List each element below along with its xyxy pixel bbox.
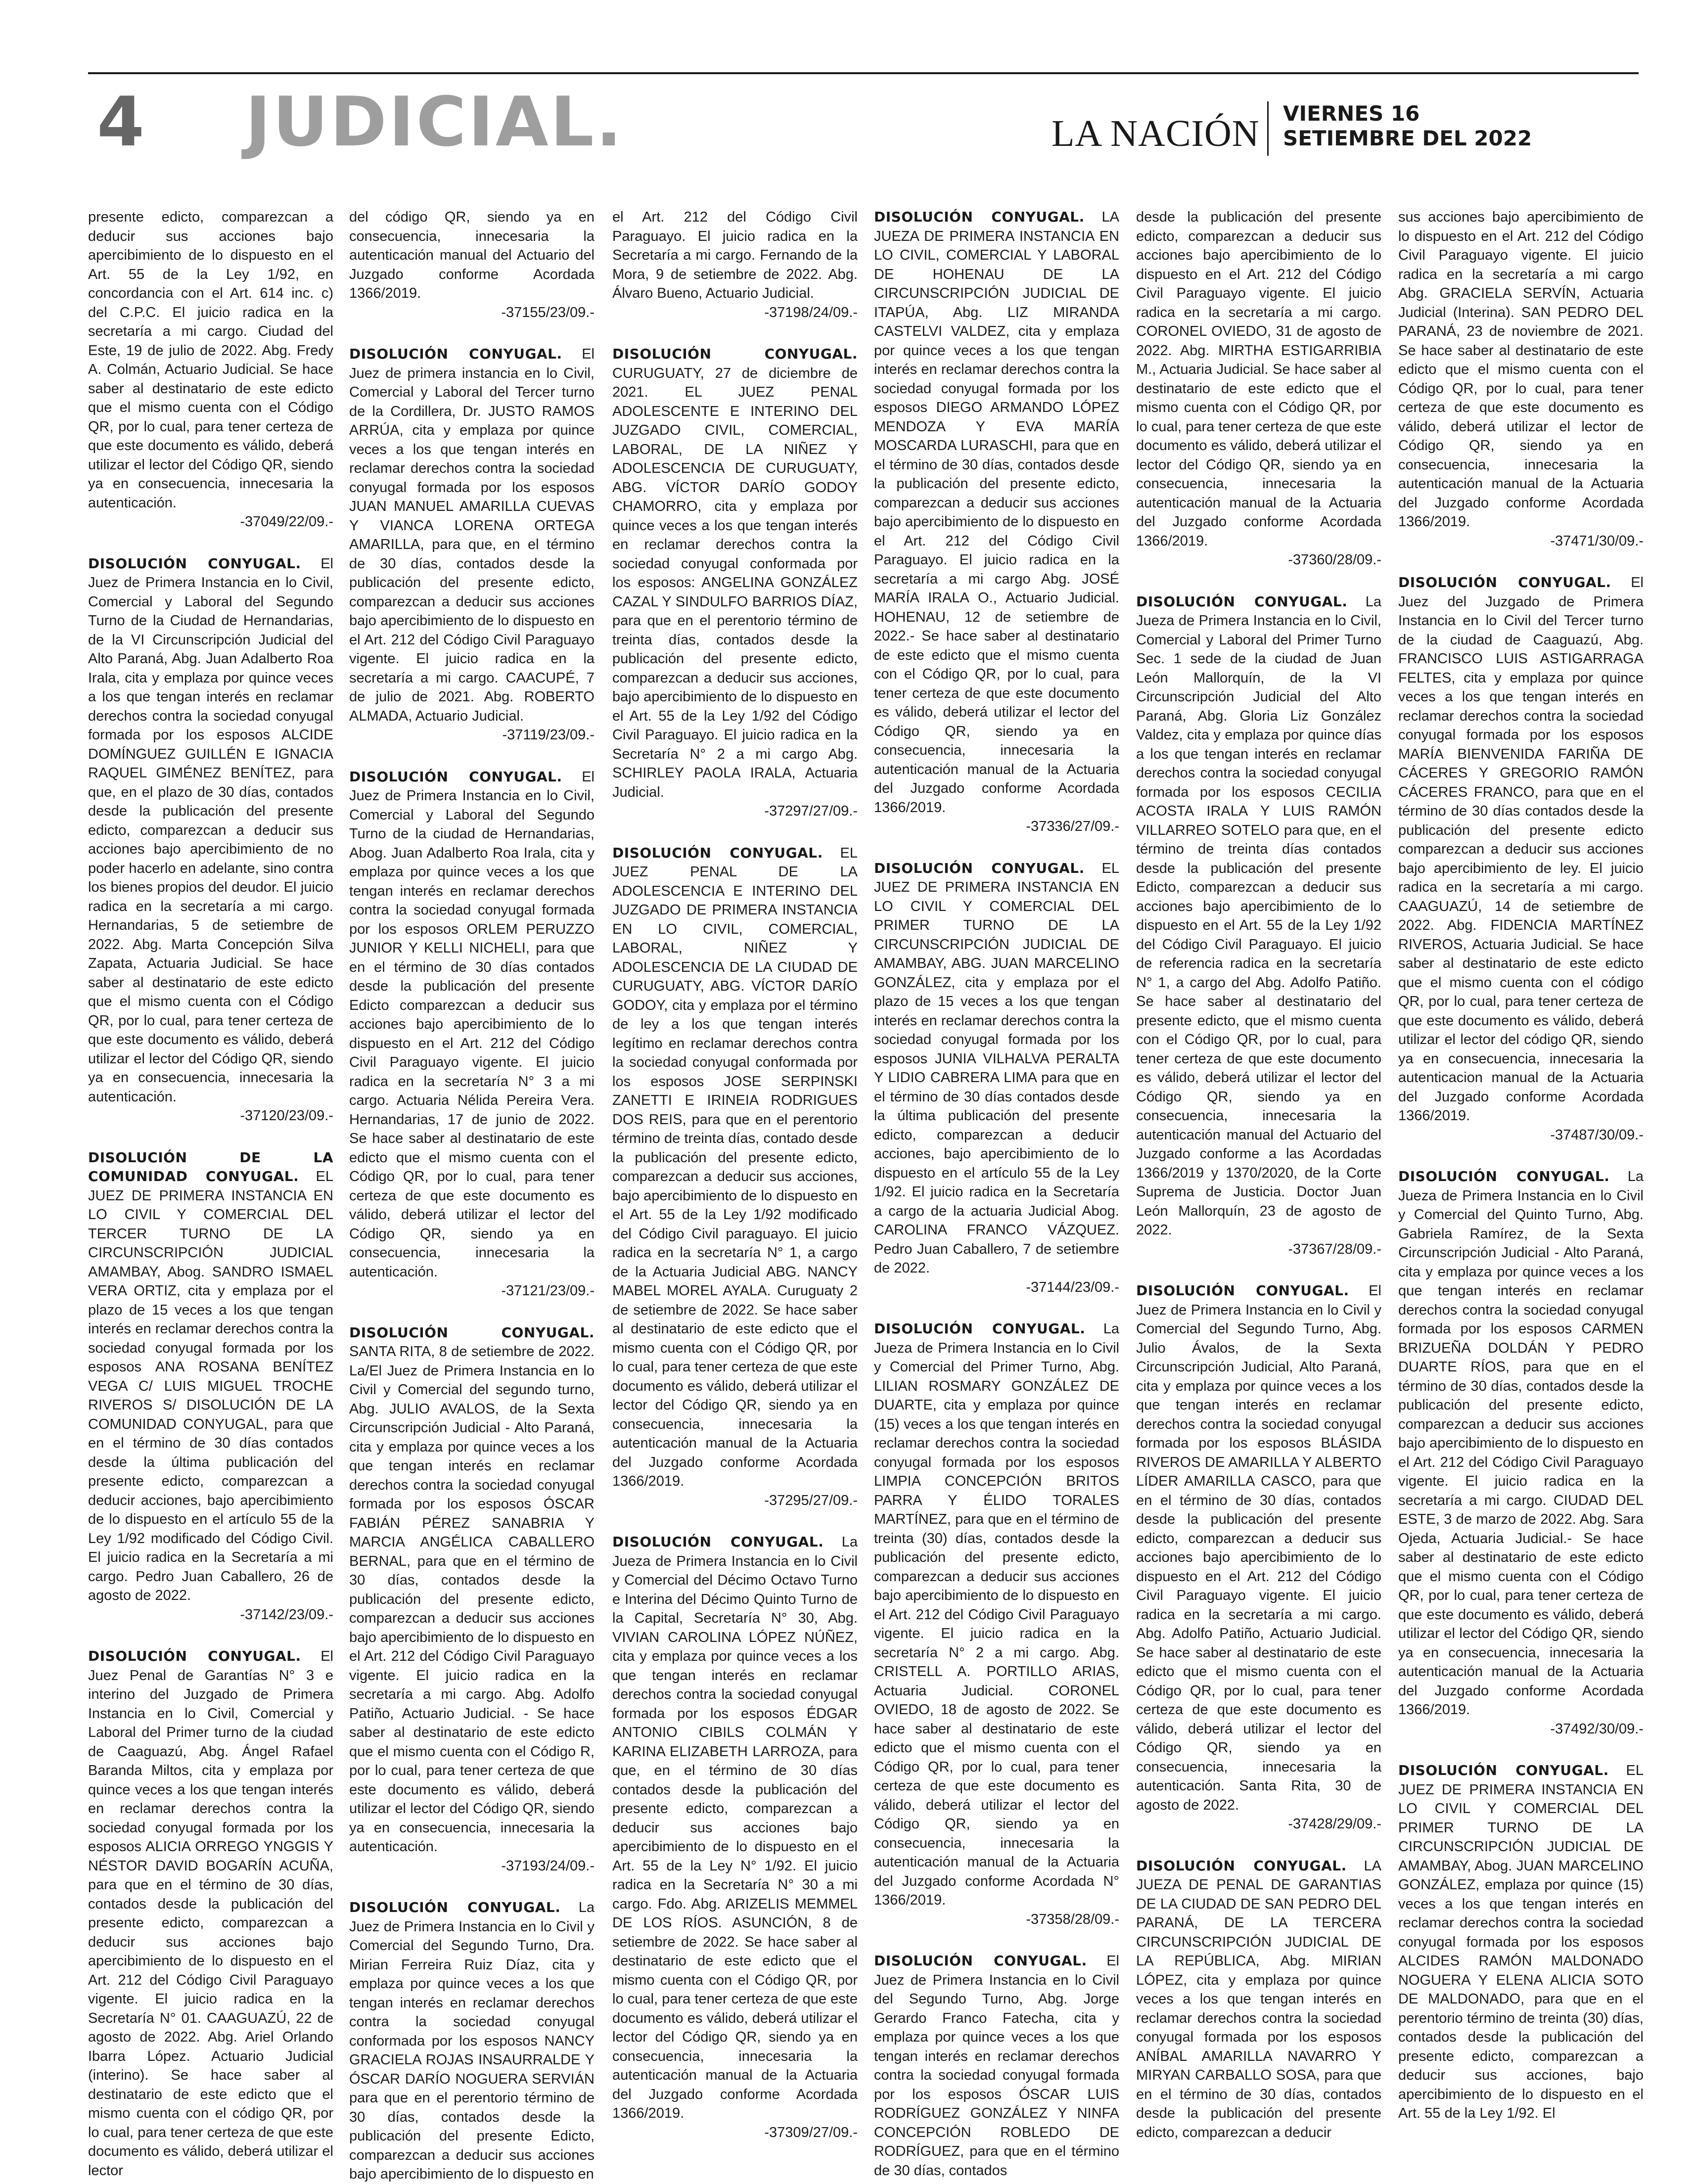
legal-notice: [874, 208, 1119, 836]
legal-notice: [1398, 208, 1644, 550]
notice-code: -37358/28/09.-: [1026, 1911, 1119, 1927]
column-3: [612, 208, 858, 2151]
legal-notice: [874, 1320, 1119, 1929]
date-full: SETIEMBRE DEL 2022: [1283, 126, 1532, 150]
notice-text: [88, 208, 333, 532]
notice-text: [88, 1647, 333, 2180]
notice-heading: DISOLUCIÓN DE LA COMUNIDAD CONYUGAL.: [88, 1149, 333, 1184]
notice-body: EL JUEZ PENAL DE LA ADOLESCENCIA E INTERINO DEL JUZGADO DE PRIMERA INSTANCIA EN LO CIVIL, COMERCIAL, LABORAL, NIÑEZ Y ADOLESCENCIA DE LA CIUDAD DE CURUGUATY, ABG. VÍCTOR DARÍO GODOY, cita y emplaza por el término de ley a los que tengan interés legítimo en reclamar derechos contra la sociedad conyugal conformada por los esposos JOSE SERPINSKI ZANETTI E IRINEIA RODRIGUES DOS REIS, para que en el perentorio término de treinta días, contado desde la publicación del presente edicto, comparezcan a deducir sus acciones, bajo apercibimiento de lo dispuesto en el Art. 55 de la Ley 1/92 modificado del Código Civil paraguayo. El juicio radica en la secretaría N° 1, a cargo de la Actuaria Judicial ABG. NANCY MABEL MOREL AYALA. Curuguaty 2 de setiembre de 2022. Se hace saber al destinatario de este edicto que el mismo cuenta con el Código QR, por lo cual, para tener certeza de que este documento es válido, deberá utilizar el lector del Código QR, siendo ya en consecuencia, innecesaria la autenticación manual de la Actuaria del Juzgado conforme Acordada 1366/2019.: [612, 845, 858, 1489]
notice-text: [349, 208, 595, 322]
notice-body: El Juez de Primera Instancia en lo Civil, Comercial y Laboral del Segundo Turno de la ciudad de Hernandarias, Abog. Juan Adalberto Roa Irala, cita y emplaza por quince veces a los que tengan interés en reclamar derechos contra la sociedad conyugal formada por los esposos ORLEM PERUZZO JUNIOR Y KELLI NICHELI, para que en el término de 30 días contados desde la publicación del presente Edicto comparezcan a deducir sus acciones bajo apercibimiento de lo dispuesto en el Art. 212 del Código Civil Paraguayo vigente. El juicio radica en la secretaría N° 3 a mi cargo. Actuaria Nélida Pereira Vera. Hernandarias, 17 de junio de 2022. Se hace saber al destinatario de este edicto que el mismo cuenta con el Código QR, por lo cual, para tener certeza de que este documento es válido, deberá utilizar el lector del Código QR, siendo ya en consecuencia, innecesaria la autenticación.: [349, 769, 595, 1280]
notice-code: -37471/30/09.-: [1550, 533, 1644, 549]
column-5: [1136, 208, 1381, 2151]
legal-notice: [88, 1647, 333, 2180]
legal-notice: [349, 208, 595, 322]
notice-heading: DISOLUCIÓN CONYUGAL.: [1398, 574, 1611, 591]
legal-notice: [1398, 1761, 1644, 2123]
notice-body: El Juez de Primera Instancia en lo Civil y Comercial del Segundo Turno, Abg. Julio Ávalos, de la Sexta Circunscripción Judicial, Alto Paraná, cita y emplaza por quince veces a los que tengan interés en reclamar derechos contra la sociedad conyugal formada por los esposos BLÁSIDA RIVEROS DE AMARILLA Y ALBERTO LÍDER AMARILLA CASCO, para que en el término de 30 días, contados desde la publicación del presente edicto, comparezcan a deducir sus acciones bajo apercibimiento de lo dispuesto en el Art. 212 del Código Civil Paraguayo vigente. El juicio radica en la secretaría a mi cargo. Abg. Adolfo Patiño, Actuario Judicial. Se hace saber al destinatario de este edicto que el mismo cuenta con el Código QR, por lo cual, para tener certeza de que este documento es válido, deberá utilizar el lector del Código QR, siendo ya en consecuencia, innecesaria la autenticación. Santa Rita, 30 de agosto de 2022.: [1136, 1283, 1382, 1813]
notice-heading: DISOLUCIÓN CONYUGAL.: [1136, 1282, 1349, 1299]
notice-text: [612, 345, 858, 821]
legal-notice: [874, 1952, 1119, 2180]
notice-heading: DISOLUCIÓN CONYUGAL.: [1136, 1857, 1347, 1874]
notice-text: [1136, 592, 1381, 1259]
notice-text: [1136, 208, 1381, 570]
legal-notice: [88, 554, 333, 1126]
date-weekday: VIERNES 16: [1283, 101, 1420, 126]
notice-heading: DISOLUCIÓN CONYUGAL.: [1398, 1168, 1610, 1184]
notice-body: La Jueza de Primera Instancia en lo Civil y Comercial del Décimo Octavo Turno e Interina del Décimo Quinto Turno de la Capital, Secretaría N° 30, Abg. VIVIAN CAROLINA LÓPEZ NÚÑEZ, cita y emplaza por quince veces a los que tengan interés en reclamar derechos contra la sociedad conyugal formada por los esposos ÉDGAR ANTONIO CIBILS COLMÁN Y KARINA ELIZABETH LARROZA, para que, en el término de 30 días contados desde la publicación del presente edicto, comparezcan a deducir sus acciones bajo apercibimiento de lo dispuesto en el Art. 55 de la Ley N° 1/92. El juicio radica en la Secretaría N° 30 a mi cargo. Fdo. Abg. ARIZELIS MEMMEL DE LOS RÍOS. ASUNCIÓN, 8 de setiembre de 2022. Se hace saber al destinatario de este edicto que el mismo cuenta con el Código QR, por lo cual, para tener certeza de que este documento es válido, deberá utilizar el lector del Código QR, siendo ya en consecuencia, innecesaria la autenticación manual de la Actuaria del Juzgado conforme Acordada 1366/2019.: [612, 1534, 858, 2121]
notice-text: [1398, 573, 1644, 1144]
notice-text: [612, 208, 858, 322]
legal-notice: [88, 1148, 333, 1625]
notice-text: [612, 1533, 858, 2142]
column-2: [349, 208, 595, 2182]
notice-heading: DISOLUCIÓN CONYUGAL.: [612, 1534, 824, 1550]
legal-notice: [1136, 1281, 1381, 1834]
notice-body: El Juez Penal de Garantías N° 3 e interino del Juzgado de Primera Instancia en lo Civil, Comercial y Laboral del Primer turno de la ciudad de Caaguazú, Abg. Ángel Rafael Baranda Miltos, cita y emplaza por quince veces a los que tengan interés en reclamar derechos contra la sociedad conyugal formada por los esposos ALICIA ORREGO YNGGIS Y NÉSTOR DAVID BOGARÍN ACUÑA, para que en el término de 30 días, contados desde la publicación del presente edicto, comparezcan a deducir sus acciones bajo apercibimiento de lo dispuesto en el Art. 212 del Código Civil Paraguayo vigente. El juicio radica en la Secretaría N° 01. CAAGUAZÚ, 22 de agosto de 2022. Abg. Ariel Orlando Ibarra López. Actuario Judicial (interino). Se hace saber al destinatario de este edicto que el mismo cuenta con el código QR, por lo cual, para tener certeza de que este documento es válido, deberá utilizar el lector: [88, 1648, 334, 2179]
notice-code: -37142/23/09.-: [240, 1606, 333, 1623]
notice-heading: DISOLUCIÓN CONYUGAL.: [874, 1953, 1087, 1969]
notice-text: [1398, 1167, 1644, 1738]
notice-text: [88, 1148, 333, 1625]
notice-code: -37367/28/09.-: [1288, 1241, 1381, 1257]
notice-heading: DISOLUCIÓN CONYUGAL.: [874, 1320, 1086, 1337]
legal-notice: [612, 345, 858, 821]
notice-heading: DISOLUCIÓN CONYUGAL.: [349, 346, 562, 362]
notice-code: -37295/27/09.-: [764, 1492, 858, 1508]
legal-notice: [349, 1323, 595, 1876]
notice-text: [349, 1898, 595, 2184]
legal-notice: [1398, 573, 1644, 1144]
notice-code: -37309/27/09.-: [764, 2124, 858, 2140]
legal-notice: [1136, 208, 1381, 570]
page-number: 4: [97, 82, 145, 162]
legal-notice: [1398, 1167, 1644, 1738]
notice-heading: DISOLUCIÓN CONYUGAL.: [1136, 593, 1348, 610]
notice-text: [874, 208, 1119, 836]
legal-notice: [349, 345, 595, 745]
notice-text: [874, 1320, 1119, 1929]
legal-notice: [88, 208, 333, 532]
notice-heading: DISOLUCIÓN CONYUGAL.: [349, 1899, 561, 1915]
notice-body: La Juez de Primera Instancia en lo Civil y Comercial del Segundo Turno, Dra. Mirian Ferreira Ruiz Díaz, cita y emplaza por quince veces a los que tengan interés en reclamar derechos contra la sociedad conyugal conformada por los esposos NANCY GRACIELA ROJAS INSAURRALDE Y ÓSCAR DARÍO NOGUERA SERVIÁN para que en el perentorio término de 30 días, contados desde la publicación del presente Edicto, comparezcan a deducir sus acciones bajo apercibimiento de lo dispuesto en: [349, 1900, 595, 2182]
notice-text: [1398, 208, 1644, 550]
notice-body: La Jueza de Primera Instancia en lo Civil, Comercial y Laboral del Primer Turno Sec. 1 sede de la ciudad de Juan León Mallorquín, de la VI Circunscripción Judicial del Alto Paraná, Abg. Gloria Liz González Valdez, cita y emplaza por quince días a los que tengan interés en reclamar derechos contra la sociedad conyugal formada por los esposos CECILIA ACOSTA IRALA Y LUIS RAMÓN VILLARREO SOTELO para que, en el término de treinta días contados desde la publicación del presente Edicto, comparezcan a deducir sus acciones bajo apercibimiento de lo dispuesto en el Art. 55 de la Ley 1/92 del Código Civil Paraguayo. El juicio de referencia radica en la secretaría N° 1, a cargo del Abg. Adolfo Patiño. Se hace saber al destinatario del presente edicto, que el mismo cuenta con el Código QR, por lo cual, para tener certeza de que este documento es válido, deberá utilizar el lector del Código QR, siendo ya en consecuencia, innecesaria la autenticación manual del Actuario del Juzgado conforme a las Acordadas 1366/2019 y 1370/2020, de la Corte Suprema de Justicia. Doctor Juan León Mallorquín, 23 de agosto de 2022.: [1136, 593, 1382, 1238]
notice-body: La Jueza de Primera Instancia en lo Civil y Comercial del Primer Turno, Abg. LILIAN ROSMARY GONZÁLEZ DE DUARTE, cita y emplaza por quince (15) veces a los que tengan interés en reclamar derechos contra la sociedad conyugal formada por los esposos LIMPIA CONCEPCIÓN BRITOS PARRA Y ÉLIDO TORALES MARTÍNEZ, para que en el término de treinta (30) días, contados desde la publicación del presente edicto, comparezcan a deducir sus acciones bajo apercibimiento de lo dispuesto en el Art. 212 del Código Civil Paraguayo vigente. El juicio radica en la secretaría N° 2 a mi cargo. Abg. CRISTELL A. PORTILLO ARIAS, Actuaria Judicial. CORONEL OVIEDO, 18 de agosto de 2022. Se hace saber al destinatario de este edicto que el mismo cuenta con el Código QR, por lo cual, para tener certeza de que este documento es válido, deberá utilizar el lector del Código QR, siendo ya en consecuencia, innecesaria la autenticación manual de la Actuaria del Juzgado conforme Acordada N° 1366/2019.: [874, 1321, 1120, 1908]
notice-code: -37120/23/09.-: [240, 1108, 333, 1124]
notice-heading: DISOLUCIÓN CONYUGAL.: [349, 1324, 595, 1341]
notice-code: -37428/29/09.-: [1288, 1816, 1381, 1832]
notice-text: [349, 768, 595, 1301]
notice-body: CURUGUATY, 27 de diciembre de 2021. EL JUEZ PENAL ADOLESCENTE E INTERINO DEL JUZGADO CIVIL, COMERCIAL, LABORAL, DE LA NIÑEZ Y ADOLESCENCIA DE CURUGUATY, ABG. VÍCTOR DARÍO GODOY CHAMORRO, cita y emplaza por quince veces a los que tengan interés en reclamar derechos contra la sociedad conyugal conformada por los esposos: ANGELINA GONZÁLEZ CAZAL Y SINDULFO BARRIOS DÍAZ, para que en el perentorio término de treinta días, contados desde la publicación del presente edicto, comparezcan a deducir sus acciones, bajo apercibimiento de lo dispuesto en el Art. 55 de la Ley 1/92 del Código Civil Paraguayo. El juicio radica en la Secretaría N° 2 a mi cargo Abg. SCHIRLEY PAOLA IRALA, Actuaria Judicial.: [612, 365, 858, 800]
column-6: [1398, 208, 1644, 2151]
legal-notice: [612, 844, 858, 1510]
notice-body: SANTA RITA, 8 de setiembre de 2022. La/El Juez de Primera Instancia en lo Civil y Comercial del segundo turno, Abg. JULIO AVALOS, de la Sexta Circunscripción Judicial - Alto Paraná, cita y emplaza por quince veces a los que tengan interés en reclamar derechos contra la sociedad conyugal formada por los esposos ÓSCAR FABIÁN PÉREZ SANABRIA Y MARCIA ANGÉLICA CABALLERO BERNAL, para que en el término de 30 días, contados desde la publicación del presente edicto, comparezcan a deducir sus acciones bajo apercibimiento de lo dispuesto en el Art. 212 del Código Civil Paraguayo vigente. El juicio radica en la secretaría a mi cargo. Abg. Adolfo Patiño, Actuario Judicial. - Se hace saber al destinatario de este edicto que el mismo cuenta con el Código R, por lo cual, para tener certeza de que este documento es válido, deberá utilizar el lector del Código QR, siendo ya en consecuencia, innecesaria la autenticación.: [349, 1344, 595, 1855]
notice-body: El Juez de primera instancia en lo Civil, Comercial y Laboral del Tercer turno de la Cordillera, Dr. JUSTO RAMOS ARRÚA, cita y emplaza por quince veces a los que tengan interés en reclamar derechos contra la sociedad conyugal formada por los esposos JUAN MANUEL AMARILLA CUEVAS Y VIANCA LORENA ORTEGA AMARILLA, para que, en el término de 30 días, contados desde la publicación del presente edicto, comparezcan a deducir sus acciones bajo apercibimiento de lo dispuesto en el Art. 212 del Código Civil Paraguayo vigente. El juicio radica en la secretaría a mi cargo. CAACUPÉ, 7 de julio de 2021. Abg. ROBERTO ALMADA, Actuario Judicial.: [349, 346, 595, 724]
notice-code: -37049/22/09.-: [240, 514, 333, 530]
notice-body: La Jueza de Primera Instancia en lo Civil y Comercial del Quinto Turno, Abg. Gabriela Ramírez, de la Sexta Circunscripción Judicial - Alto Paraná, cita y emplaza por quince veces a los que tengan interés en reclamar derechos contra la sociedad conyugal formada por los esposos CARMEN BRIZUEÑA DOLDÁN Y PEDRO DUARTE RÍOS, para que en el término de 30 días, contados desde la publicación del presente edicto, comparezcan a deducir sus acciones bajo apercibimiento de lo dispuesto en el Art. 212 del Código Civil Paraguayo vigente. El juicio radica en la secretaría a mi cargo. CIUDAD DEL ESTE, 3 de marzo de 2022. Abg. Sara Ojeda, Actuaria Judicial.- Se hace saber al destinatario de este edicto que el mismo cuenta con el Código QR, por lo cual, para tener certeza de que este documento es válido, deberá utilizar el lector del Código QR, siendo ya en consecuencia, innecesaria la autenticación manual de la Actuaria del Juzgado conforme Acordada 1366/2019.: [1398, 1169, 1644, 1718]
legal-notice: [349, 768, 595, 1301]
column-4: [874, 208, 1120, 2179]
section-title: JUDICIAL.: [245, 82, 624, 162]
notice-code: -37155/23/09.-: [501, 304, 595, 320]
legal-notice: [1136, 1857, 1381, 2142]
notice-heading: DISOLUCIÓN CONYUGAL.: [88, 1648, 301, 1664]
notice-code: -37119/23/09.-: [502, 727, 595, 743]
notice-text: [88, 554, 333, 1126]
notice-code: -37492/30/09.-: [1550, 1721, 1644, 1737]
notice-columns: [0, 208, 1694, 2182]
notice-text: [349, 1323, 595, 1876]
notice-heading: DISOLUCIÓN CONYUGAL.: [1398, 1762, 1609, 1778]
notice-code: -37144/23/09.-: [1026, 1279, 1119, 1295]
notice-heading: DISOLUCIÓN CONYUGAL.: [874, 209, 1085, 225]
notice-text: [874, 1952, 1119, 2180]
notice-code: -37487/30/09.-: [1550, 1127, 1644, 1143]
notice-text: [1136, 1857, 1381, 2142]
notice-body: El Juez de Primera Instancia en lo Civil, Comercial y Laboral del Segundo Turno de la Ciudad de Hernandarias, de la VI Circunscripción Judicial del Alto Paraná, Abg. Juan Adalberto Roa Irala, cita y emplaza por quince veces a los que tengan interés en reclamar derechos contra la sociedad conyugal formada por los esposos ALCIDE DOMÍNGUEZ GUILLÉN E IGNACIA RAQUEL GIMÉNEZ BENÍTEZ, para que, en el plazo de 30 días, contados desde la publicación del presente edicto, comparezcan a deducir sus acciones bajo apercibimiento de no poder hacerlo en adelante, sino contra los bienes propios del deudor. El juicio radica en la secretaría a mi cargo. Hernandarias, 5 de setiembre de 2022. Abg. Marta Concepción Silva Zapata, Actuaria Judicial. Se hace saber al destinatario de este edicto que el mismo cuenta con el Código QR, por lo cual, para tener certeza de que este documento es válido, deberá utilizar el lector del Código QR, siendo ya en consecuencia, innecesaria la autenticación.: [88, 555, 334, 1105]
notice-code: -37297/27/09.-: [764, 803, 858, 819]
notice-text: [1398, 1761, 1644, 2123]
notice-heading: DISOLUCIÓN CONYUGAL.: [349, 768, 562, 785]
notice-text: [1136, 1281, 1381, 1834]
header-divider: [1267, 101, 1269, 156]
notice-heading: DISOLUCIÓN CONYUGAL.: [612, 844, 823, 861]
notice-code: -37193/24/09.-: [501, 1858, 595, 1874]
header-rule: [88, 72, 1639, 74]
notice-body: desde la publicación del presente edicto, comparezcan a deducir sus acciones bajo apercibimiento de lo dispuesto en el Art. 212 del Código Civil Paraguayo vigente. El juicio radica en la secretaría a mi cargo. CORONEL OVIEDO, 31 de agosto de 2022. Abg. MIRTHA ESTIGARRIBIA M., Actuaria Judicial. Se hace saber al destinatario de este edicto que el mismo cuenta con el Código QR, por lo cual, para tener certeza de que este documento es válido, deberá utilizar el lector del Código QR, siendo ya en consecuencia, innecesaria la autenticación manual de la Actuaria del Juzgado conforme Acordada 1366/2019.: [1136, 209, 1381, 549]
notice-body: del código QR, siendo ya en consecuencia, innecesaria la autenticación manual del Actuario del Juzgado conforme Acordada 1366/2019.: [349, 209, 595, 301]
legal-notice: [612, 208, 858, 322]
notice-heading: DISOLUCIÓN CONYUGAL.: [88, 555, 301, 572]
notice-body: El Juez de Primera Instancia en lo Civil del Segundo Turno, Abg. Jorge Gerardo Franco Fatecha, cita y emplaza por quince veces a los que tengan interés en reclamar derechos contra la sociedad conyugal formada por los esposos ÓSCAR LUIS RODRÍGUEZ GONZÁLEZ Y NINFA CONCEPCIÓN ROBLEDO DE RODRÍGUEZ, para que en el término de 30 días, contados: [874, 1953, 1120, 2179]
legal-notice: [612, 1533, 858, 2142]
notice-code: -37360/28/09.-: [1288, 552, 1381, 568]
notice-heading: DISOLUCIÓN CONYUGAL.: [612, 346, 858, 362]
notice-body: presente edicto, comparezcan a deducir sus acciones bajo apercibimiento de lo dispuesto en el Art. 55 de la Ley 1/92, en concordancia con el Art. 614 inc. c) del C.P.C. El juicio radica en la secretaría a mi cargo. Ciudad del Este, 19 de julio de 2022. Abg. Fredy A. Colmán, Actuario Judicial. Se hace saber al destinatario de este edicto que el mismo cuenta con el Código QR, por lo cual, para tener certeza de que este documento es válido, deberá utilizar el lector del Código QR, siendo ya en consecuencia, innecesaria la autenticación.: [88, 209, 333, 511]
notice-code: -37121/23/09.-: [501, 1283, 595, 1299]
column-1: [88, 208, 334, 2179]
notice-body: El Juez del Juzgado de Primera Instancia en lo Civil del Tercer turno de la ciudad de Caaguazú, Abg. FRANCISCO LUIS ASTIGARRAGA FELTES, cita y emplaza por quince veces a los que tengan interés en reclamar derechos contra la sociedad conyugal formada por los esposos MARÍA BIENVENIDA FARIÑA DE CÁCERES Y GREGORIO RAMÓN CÁCERES FRANCO, para que en el término de 30 días contados desde la publicación del presente edicto comparezcan a deducir sus acciones bajo apercibimiento de ley. El juicio radica en la secretaría a mi cargo. CAAGUAZÚ, 14 de setiembre de 2022. Abg. FIDENCIA MARTÍNEZ RIVEROS, Actuaria Judicial. Se hace saber al destinatario de este edicto que el mismo cuenta con el código QR, por lo cual, para tener certeza de que este documento es válido, deberá utilizar el lector del código QR, siendo ya en consecuencia, innecesaria la autenticacion manual de la Actuaria del Juzgado conforme Acordada 1366/2019.: [1398, 575, 1644, 1124]
notice-body: sus acciones bajo apercibimiento de lo dispuesto en el Art. 212 del Código Civil Paraguayo vigente. El juicio radica en la secretaría a mi cargo Abg. GRACIELA SERVÍN, Actuaria Judicial (Interina). SAN PEDRO DEL PARANÁ, 23 de noviembre de 2021. Se hace saber al destinatario de este edicto que el mismo cuenta con el Código QR, por lo cual, para tener certeza de que este documento es válido, deberá utilizar el lector de Código QR, siendo ya en consecuencia, innecesaria la autenticación manual de la Actuaria del Juzgado conforme Acordada 1366/2019.: [1398, 209, 1644, 530]
dateline: [1283, 101, 1532, 151]
notice-code: -37198/24/09.-: [764, 304, 858, 320]
legal-notice: [1136, 592, 1381, 1259]
notice-heading: DISOLUCIÓN CONYUGAL.: [874, 860, 1085, 876]
notice-text: [612, 844, 858, 1510]
legal-notice: [349, 1898, 595, 2184]
notice-body: el Art. 212 del Código Civil Paraguayo. El juicio radica en la Secretaría a mi cargo. Fernando de la Mora, 9 de setiembre de 2022. Abg. Álvaro Bueno, Actuario Judicial.: [612, 209, 858, 301]
notice-body: EL JUEZ DE PRIMERA INSTANCIA EN LO CIVIL Y COMERCIAL DEL TERCER TURNO DE LA CIRCUNSCRIPCIÓN JUDICIAL AMAMBAY, Abog. SANDRO ISMAEL VERA ORTIZ, cita y emplaza por el plazo de 15 veces a los que tengan interés en reclamar derechos contra la sociedad conyugal formada por los esposos ANA ROSANA BENÍTEZ VEGA C/ LUIS MIGUEL TROCHE RIVEROS S/ DISOLUCIÓN DE LA COMUNIDAD CONYUGAL, para que en el término de 30 días contados desde la última publicación del presente edicto, comparezcan a deducir acciones, bajo apercibimiento de lo dispuesto en el artículo 55 de la Ley 1/92 modificado del Código Civil. El juicio radica en la Secretaría a mi cargo. Pedro Juan Caballero, 26 de agosto de 2022.: [88, 1169, 333, 1603]
notice-code: -37336/27/09.-: [1026, 819, 1119, 834]
notice-body: LA JUEZA DE PENAL DE GARANTIAS DE LA CIUDAD DE SAN PEDRO DEL PARANÁ, DE LA TERCERA CIRCUNSCRIPCIÓN JUDICIAL DE LA REPÚBLICA, Abg. MIRIAN LÓPEZ, cita y emplaza por quince veces a los que tengan interés en reclamar derechos contra la sociedad conyugal formada por los esposos ANÍBAL AMARILLA NAVARRO Y MIRYAN CARBALLO SOSA, para que en el término de 30 días, contados desde la publicación del presente edicto, comparezcan a deducir: [1136, 1858, 1382, 2140]
notice-body: LA JUEZA DE PRIMERA INSTANCIA EN LO CIVIL, COMERCIAL Y LABORAL DE HOHENAU DE LA CIRCUNSCRIPCIÓN JUDICIAL DE ITAPÚA, Abg. LIZ MIRANDA CASTELVI VALDEZ, cita y emplaza por quince veces a los que tengan interés en reclamar derechos contra la sociedad conyugal formada por los esposos DIEGO ARMANDO LÓPEZ MENDOZA Y EVA MARÍA MOSCARDA LURASCHI, para que en el término de 30 días, contados desde la publicación del presente edicto, comparezcan a deducir sus acciones bajo apercibimiento de lo dispuesto en el Art. 212 del Código Civil Paraguayo. El juicio radica en la secretaría a mi cargo Abg. JOSÉ MARÍA IRALA O., Actuario Judicial. HOHENAU, 12 de setiembre de 2022.- Se hace saber al destinatario de este edicto que el mismo cuenta con el Código QR, por lo cual, para tener certeza de que este documento es válido, deberá utilizar el lector del Código QR, siendo ya en consecuencia, innecesaria la autenticación manual de la Actuaria del Juzgado conforme Acordada 1366/2019.: [874, 209, 1120, 816]
notice-text: [349, 345, 595, 745]
notice-body: EL JUEZ DE PRIMERA INSTANCIA EN LO CIVIL Y COMERCIAL DEL PRIMER TURNO DE LA CIRCUNSCRIPCIÓN JUDICIAL DE AMAMBAY, ABG. JUAN MARCELINO GONZÁLEZ, cita y emplaza por el plazo de 15 veces a los que tengan interés en reclamar derechos contra la sociedad conyugal formada por los esposos JUNIA VILHALVA PERALTA Y LIDIO CABRERA LIMA para que en el término de 30 días contados desde la última publicación del presente edicto, comparezcan a deducir acciones, bajo apercibimiento de lo dispuesto en el artículo 55 de la Ley 1/92. El juicio radica en la Secretaría a cargo de la actuaria Judicial Abog. CAROLINA FRANCO VÁZQUEZ. Pedro Juan Caballero, 7 de setiembre de 2022.: [874, 860, 1120, 1276]
newspaper-logo: LA NACIÓN: [1052, 113, 1260, 154]
legal-notice: [874, 859, 1119, 1297]
notice-body: EL JUEZ DE PRIMERA INSTANCIA EN LO CIVIL Y COMERCIAL DEL PRIMER TURNO DE LA CIRCUNSCRIPCIÓN JUDICIAL DE AMAMBAY, Abog. JUAN MARCELINO GONZÁLEZ, emplaza por quince (15) veces a los que tengan interés en reclamar derechos contra la sociedad conyugal formada por los esposos ALCIDES RAMÓN MALDONADO NOGUERA Y ELENA ALICIA SOTO DE MALDONADO, para que en el perentorio término de treinta (30) días, contados desde la publicación del presente edicto, comparezcan a deducir sus acciones, bajo apercibimiento de lo dispuesto en el Art. 55 de la Ley 1/92. El: [1398, 1763, 1644, 2121]
notice-text: [874, 859, 1119, 1297]
